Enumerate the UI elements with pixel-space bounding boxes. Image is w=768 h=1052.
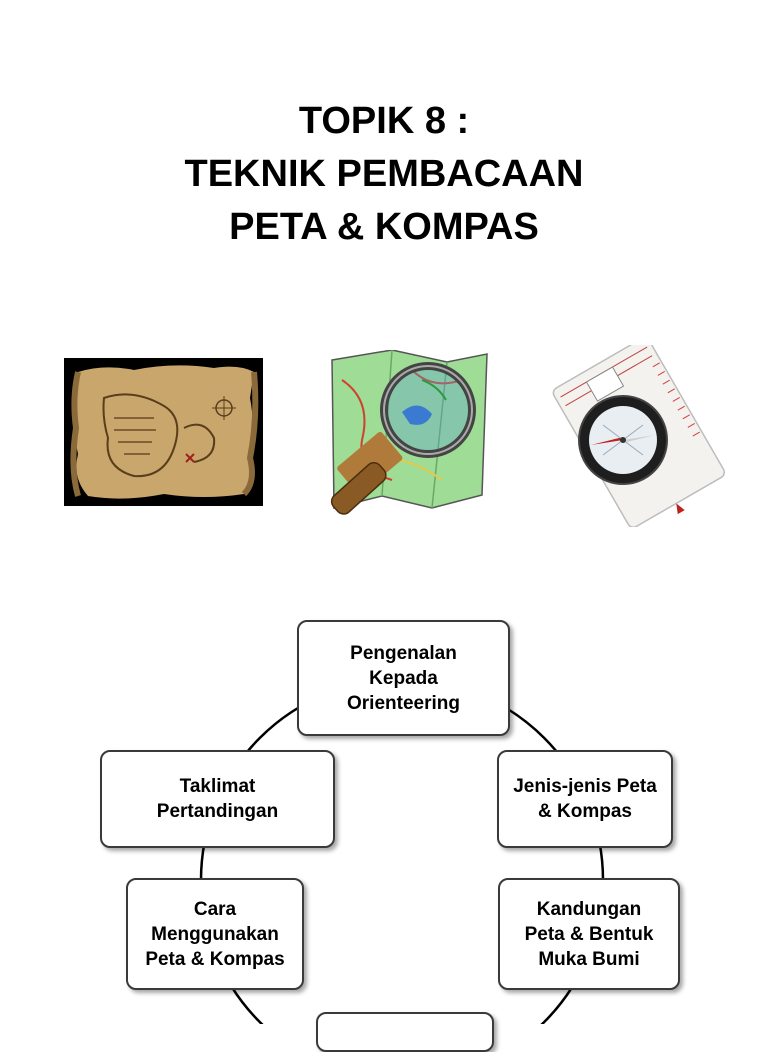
node-bottom [316,1012,494,1052]
node-cara-menggunakan: Cara Menggunakan Peta & Kompas [126,878,304,990]
treasure-map-icon [64,358,263,506]
title-line-3: PETA & KOMPAS [229,206,539,248]
treasure-map-image [64,358,263,506]
node-jenis-jenis: Jenis-jenis Peta & Kompas [497,750,673,848]
node-pengenalan: Pengenalan Kepada Orienteering [297,620,510,736]
node-taklimat: Taklimat Pertandingan [100,750,335,848]
map-magnifier-image [322,350,498,522]
node-kandungan: Kandungan Peta & Bentuk Muka Bumi [498,878,680,990]
compass-icon [545,345,725,527]
map-magnifier-icon [322,350,498,522]
title-line-1: TOPIK 8 : [298,100,470,142]
compass-image [545,345,725,527]
title-line-2: TEKNIK PEMBACAAN [184,153,584,195]
slide-title [0,95,768,254]
